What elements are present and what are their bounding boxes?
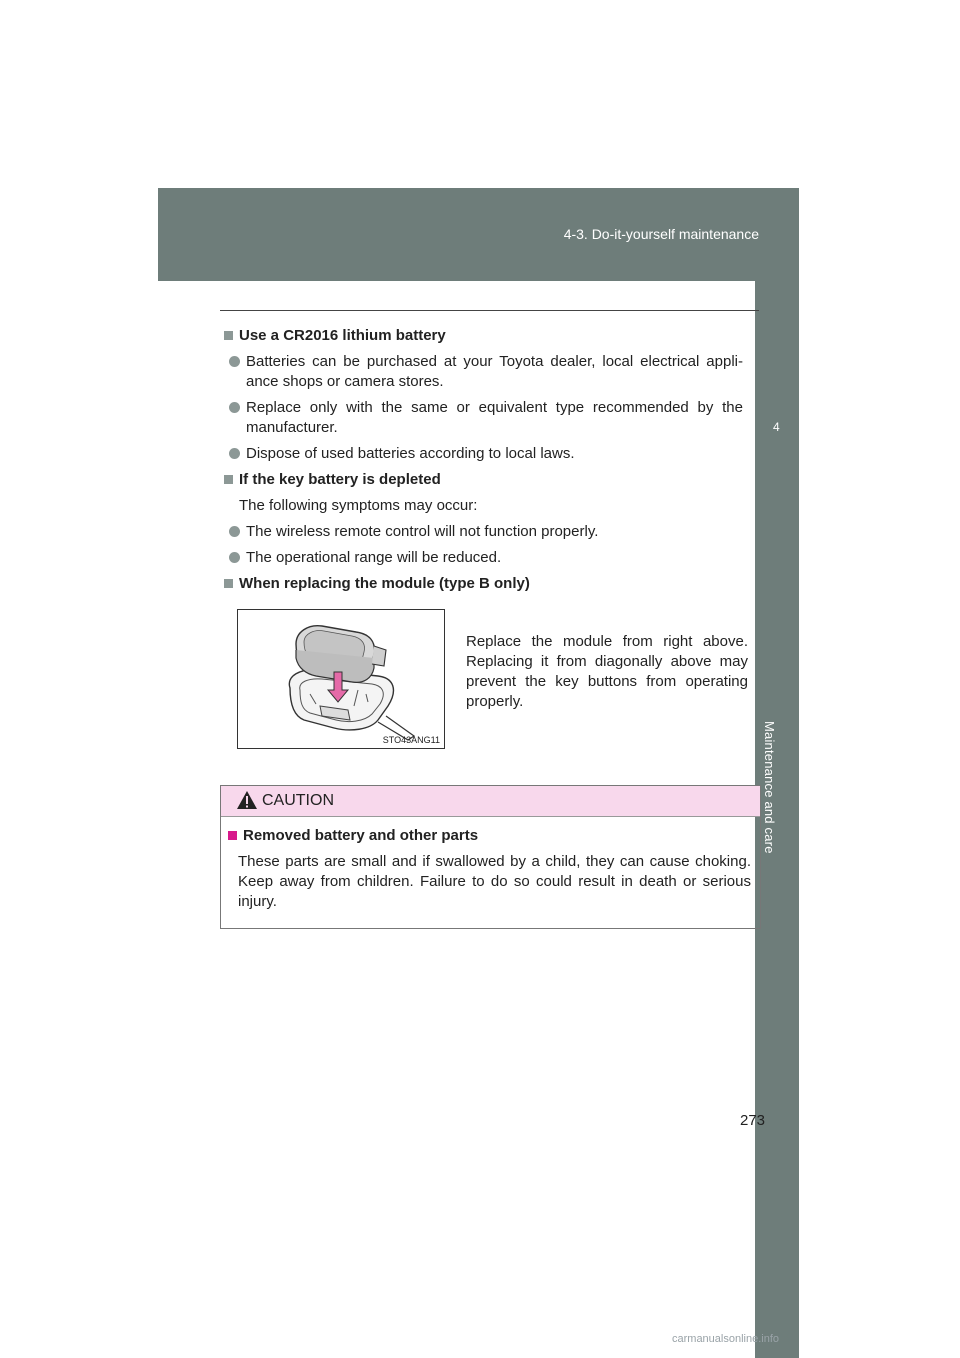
key-module-icon <box>238 610 444 748</box>
list-item: Dispose of used batteries according to local laws. <box>229 444 743 464</box>
warning-triangle-icon <box>236 790 258 810</box>
figure-code: STO43ANG11 <box>382 735 440 745</box>
section-heading: If the key battery is depleted <box>223 470 743 490</box>
caution-box <box>220 785 761 929</box>
section-heading: Use a CR2016 lithium battery <box>223 326 743 346</box>
list-item: The operational range will be reduced. <box>229 548 743 568</box>
caution-title: Removed battery and other parts <box>228 826 751 846</box>
header-band <box>158 188 799 281</box>
watermark: carmanualsonline.info <box>672 1333 780 1345</box>
square-bullet-icon <box>224 579 233 588</box>
circle-bullet-icon <box>229 448 240 459</box>
module-illustration <box>237 609 445 749</box>
page-number: 273 <box>740 1112 766 1129</box>
list-item: The wireless remote control will not function properly. <box>229 522 743 542</box>
illustration-description: Replace the module from right above. Replacing it from diagonally above may prevent the key buttons from operating properly. <box>466 633 748 710</box>
circle-bullet-icon <box>229 356 240 367</box>
side-tab-label: Maintenance and care <box>762 721 777 854</box>
section-title: 4-3. Do-it-yourself maintenance <box>563 226 759 242</box>
side-tab-number: 4 <box>773 420 780 434</box>
circle-bullet-icon <box>229 526 240 537</box>
caution-body <box>221 817 760 912</box>
caution-header <box>221 786 760 817</box>
list-item: Replace only with the same or equivalent type recommended by the manufacturer. <box>229 398 743 438</box>
caution-text: These parts are small and if swallowed by a child, they can cause choking. Keep away from children. Failure to do so could result in death or serious injury. <box>238 853 751 910</box>
circle-bullet-icon <box>229 552 240 563</box>
list-item: Batteries can be purchased at your Toyota dealer, local electrical appli-ance shops or camera stores. <box>229 352 743 392</box>
square-bullet-icon <box>228 831 237 840</box>
divider <box>220 310 759 311</box>
square-bullet-icon <box>224 475 233 484</box>
circle-bullet-icon <box>229 402 240 413</box>
caution-label: CAUTION <box>262 792 334 809</box>
section-heading: When replacing the module (type B only) <box>223 574 743 594</box>
main-content <box>223 326 743 600</box>
section-intro: The following symptoms may occur: <box>239 497 478 514</box>
square-bullet-icon <box>224 331 233 340</box>
